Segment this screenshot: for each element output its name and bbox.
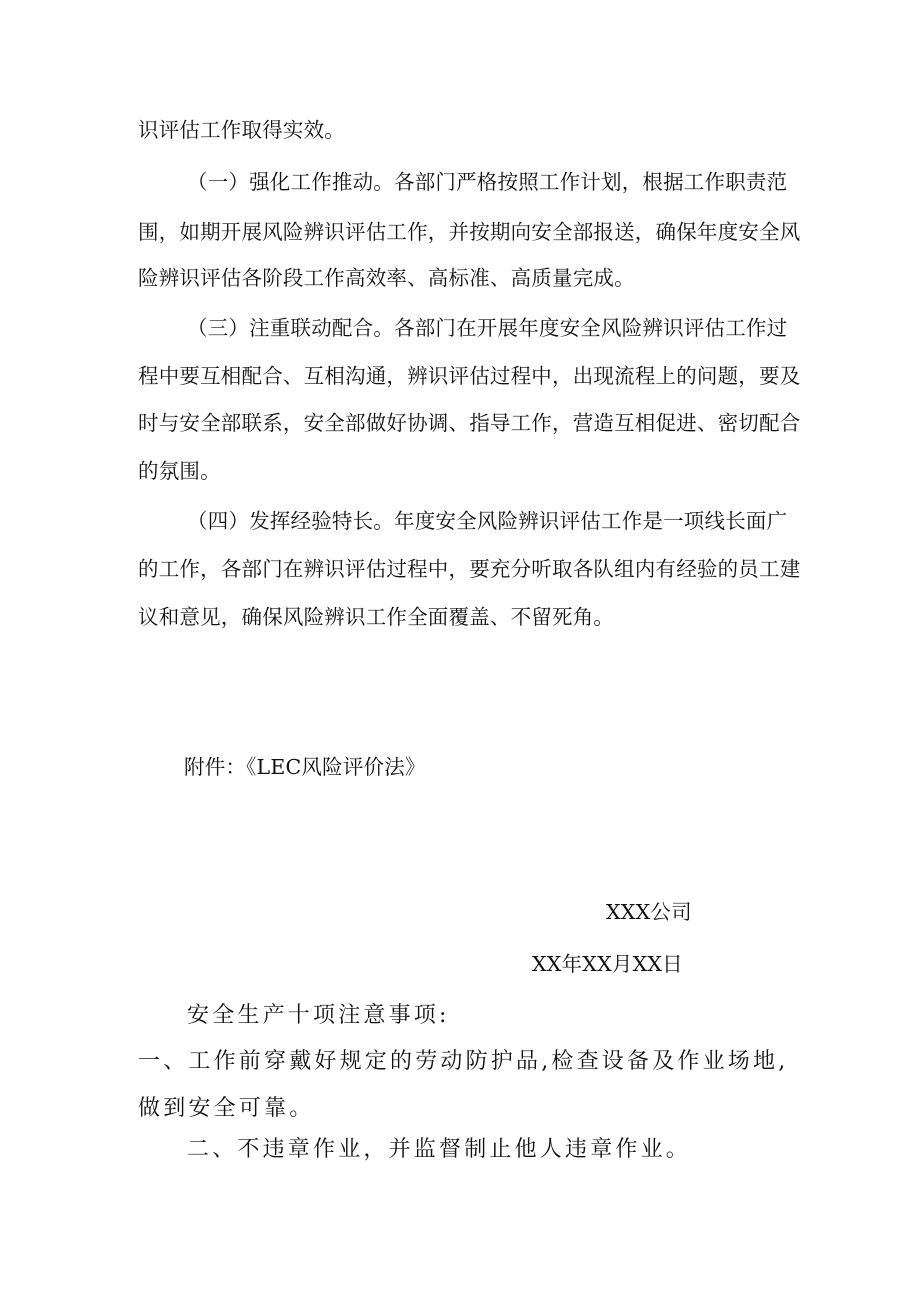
item-four-line-3: 议和意见，确保风险辨识工作全面覆盖、不留死角。 [138, 605, 615, 629]
signature-date: XX年XX月XX日 [532, 952, 683, 976]
item-three-line-3: 时与安全部联系，安全部做好协调、指导工作，营造互相促进、密切配合 [138, 411, 801, 435]
item-one-line-3: 险辨识评估各阶段工作高效率、高标准、高质量完成。 [138, 266, 635, 290]
item-three-line-1: （三）注重联动配合。各部门在开展年度安全风险辨识评估工作过 [187, 316, 788, 340]
safety-note-one-line-1: 一、工作前穿戴好规定的劳动防护品,检查设备及作业场地, [138, 1049, 789, 1074]
attachment-note: 附件：《LEC风险评价法》 [184, 755, 426, 779]
paragraph-continuation-line: 识评估工作取得实效。 [138, 118, 345, 142]
item-four-line-2: 的工作，各部门在辨识评估过程中，要充分听取各队组内有经验的员工建 [138, 557, 801, 581]
item-one-line-2: 围，如期开展风险辨识评估工作，并按期向安全部报送，确保年度安全风 [138, 220, 801, 244]
safety-note-one-line-2: 做到安全可靠。 [138, 1096, 315, 1121]
item-three-line-2: 程中要互相配合、互相沟通，辨识评估过程中，出现流程上的问题，要及 [138, 364, 801, 388]
safety-notes-title: 安全生产十项注意事项: [187, 1003, 450, 1028]
item-three-line-4: 的氛围。 [138, 459, 221, 483]
item-four-line-1: （四）发挥经验特长。年度安全风险辨识评估工作是一项线长面广 [187, 509, 788, 533]
safety-note-two: 二、不违章作业，并监督制止他人违章作业。 [187, 1137, 692, 1162]
item-one-line-1: （一）强化工作推动。各部门严格按照工作计划，根据工作职责范 [187, 170, 788, 194]
signature-company: XXX公司 [606, 900, 692, 924]
